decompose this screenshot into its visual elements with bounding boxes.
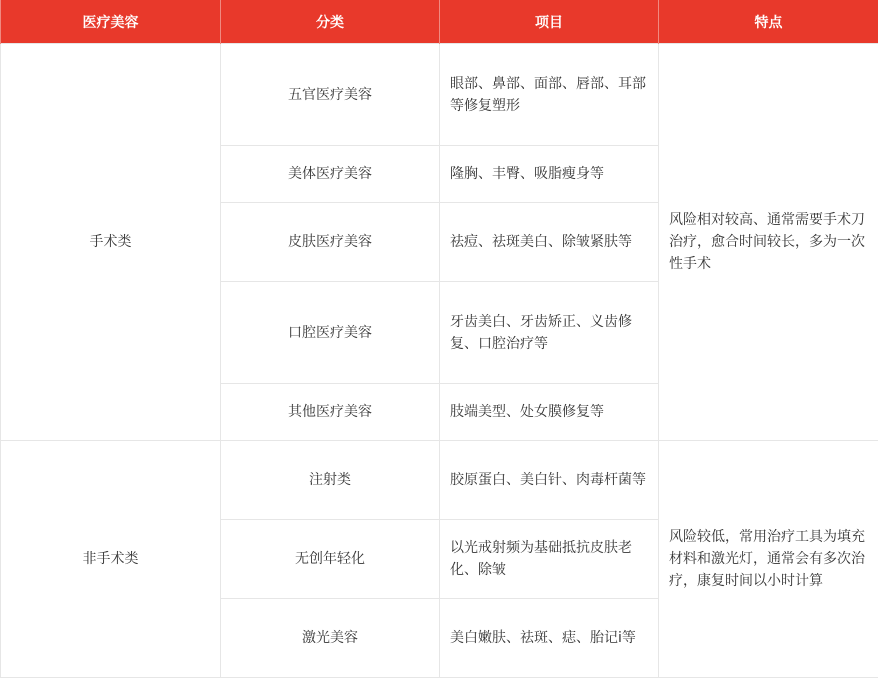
category-cell: 美体医疗美容 — [221, 146, 440, 203]
items-cell: 牙齿美白、牙齿矫正、义齿修复、口腔治疗等 — [440, 282, 659, 384]
items-cell: 以光戒射频为基础抵抗皮肤老化、除皱 — [440, 520, 659, 599]
category-cell: 激光美容 — [221, 599, 440, 678]
group-name-non-surgical: 非手术类 — [1, 441, 221, 678]
items-cell: 肢端美型、处女膜修复等 — [440, 384, 659, 441]
category-cell: 注射类 — [221, 441, 440, 520]
category-cell: 其他医疗美容 — [221, 384, 440, 441]
category-cell: 皮肤医疗美容 — [221, 203, 440, 282]
feature-cell-non-surgical: 风险较低，常用治疗工具为填充材料和激光灯，通常会有多次治疗，康复时间以小时计算 — [659, 441, 878, 678]
group-name-surgical: 手术类 — [1, 44, 221, 441]
items-cell: 祛痘、祛斑美白、除皱紧肤等 — [440, 203, 659, 282]
category-cell: 五官医疗美容 — [221, 44, 440, 146]
table-row — [1, 44, 878, 146]
items-cell: 眼部、鼻部、面部、唇部、耳部等修复塑形 — [440, 44, 659, 146]
items-cell: 美白嫩肤、祛斑、痣、胎记i等 — [440, 599, 659, 678]
header-medical-beauty: 医疗美容 — [1, 0, 221, 44]
header-items: 项目 — [440, 0, 659, 44]
header-row — [1, 0, 878, 44]
table-row — [1, 441, 878, 520]
feature-cell-surgical: 风险相对较高、通常需要手术刀治疗，愈合时间较长，多为一次性手术 — [659, 44, 878, 441]
items-cell: 隆胸、丰臀、吸脂瘦身等 — [440, 146, 659, 203]
category-cell: 口腔医疗美容 — [221, 282, 440, 384]
header-category: 分类 — [221, 0, 440, 44]
header-features: 特点 — [659, 0, 878, 44]
category-cell: 无创年轻化 — [221, 520, 440, 599]
items-cell: 胶原蛋白、美白针、肉毒杆菌等 — [440, 441, 659, 520]
